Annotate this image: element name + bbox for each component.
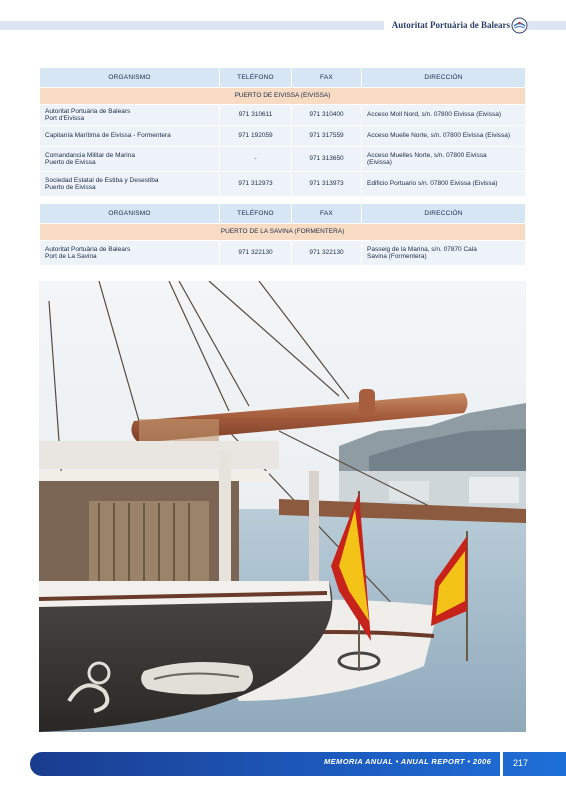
org-cell	[40, 105, 220, 126]
org-line: Autoritat Portuària de Balears	[45, 107, 131, 115]
address-cell	[362, 172, 526, 197]
address-line: (Eivissa)	[367, 159, 392, 166]
phone-cell: 971 192059	[220, 126, 292, 147]
column-header-fax: FAX	[292, 204, 362, 224]
column-header-telefono: TELÉFONO	[220, 68, 292, 88]
fax-cell: 971 313650	[292, 147, 362, 172]
table-row	[40, 147, 526, 172]
column-header-telefono: TELÉFONO	[220, 204, 292, 224]
fax-cell: 971 322130	[292, 241, 362, 266]
phone-cell: 971 310611	[220, 105, 292, 126]
table-row	[40, 241, 526, 266]
address-line: Savina (Formentera)	[367, 253, 427, 260]
org-line: Sociedad Estatal de Estiba y Desestiba	[45, 176, 159, 184]
footer-text: MEMORIA ANUAL • ANUAL REPORT • 2006	[324, 757, 492, 766]
column-header-direccion: DIRECCIÓN	[362, 68, 526, 88]
org-cell	[40, 172, 220, 197]
address-line: Edificio Portuario s/n. 07800 Eivissa (Eivissa)	[367, 180, 498, 188]
section-row	[40, 224, 526, 241]
table-header-row	[40, 68, 526, 88]
page-number: 217	[513, 758, 529, 768]
address-cell	[362, 147, 526, 172]
address-cell	[362, 105, 526, 126]
table-row	[40, 126, 526, 147]
section-row	[40, 88, 526, 105]
section-title: PUERTO DE EIVISSA (EIVISSA)	[40, 88, 526, 105]
column-header-fax: FAX	[292, 68, 362, 88]
column-header-direccion: DIRECCIÓN	[362, 204, 526, 224]
org-cell	[40, 126, 220, 147]
org-line: Puerto de Eivissa	[45, 159, 96, 166]
address-line: Acceso Muelle Norte, s/n. 07800 Eivissa (Eivissa)	[367, 132, 511, 140]
phone-cell: 971 322130	[220, 241, 292, 266]
table-header-row	[40, 204, 526, 224]
org-line: Port d'Eivissa	[45, 115, 85, 122]
address-line: Passeig de la Marina, s/n. 07870 Cala	[367, 245, 477, 253]
column-header-organismo: ORGANISMO	[40, 204, 220, 224]
fax-cell: 971 313973	[292, 172, 362, 197]
org-line: Puerto de Eivissa	[45, 184, 96, 191]
table-row	[40, 105, 526, 126]
section-title: PUERTO DE LA SAVINA (FORMENTERA)	[40, 224, 526, 241]
fax-cell: 971 317559	[292, 126, 362, 147]
phone-cell: 971 312973	[220, 172, 292, 197]
footer-divider	[500, 752, 503, 776]
org-line: Autoritat Portuària de Balears	[45, 245, 131, 253]
sailboat-photo	[39, 281, 526, 732]
org-line: Port de La Savina	[45, 253, 97, 260]
contacts-table-eivissa	[39, 67, 526, 197]
address-line: Acceso Muelles Norte, s/n. 07800 Eivissa	[367, 151, 487, 159]
table-row	[40, 172, 526, 197]
address-cell	[362, 126, 526, 147]
column-header-organismo: ORGANISMO	[40, 68, 220, 88]
port-authority-logo-icon	[511, 17, 528, 34]
org-cell	[40, 147, 220, 172]
org-cell	[40, 241, 220, 266]
org-line: Capitanía Marítima de Eivissa - Formentera	[45, 132, 171, 140]
address-cell	[362, 241, 526, 266]
address-line: Acceso Moll Nord, s/n. 07800 Eivissa (Eivissa)	[367, 111, 502, 119]
header-title: Autoritat Portuària de Balears	[384, 18, 518, 32]
contacts-table-la-savina	[39, 203, 526, 266]
org-line: Comandancia Militar de Marina	[45, 151, 135, 159]
fax-cell: 971 310400	[292, 105, 362, 126]
phone-cell: -	[220, 147, 292, 172]
